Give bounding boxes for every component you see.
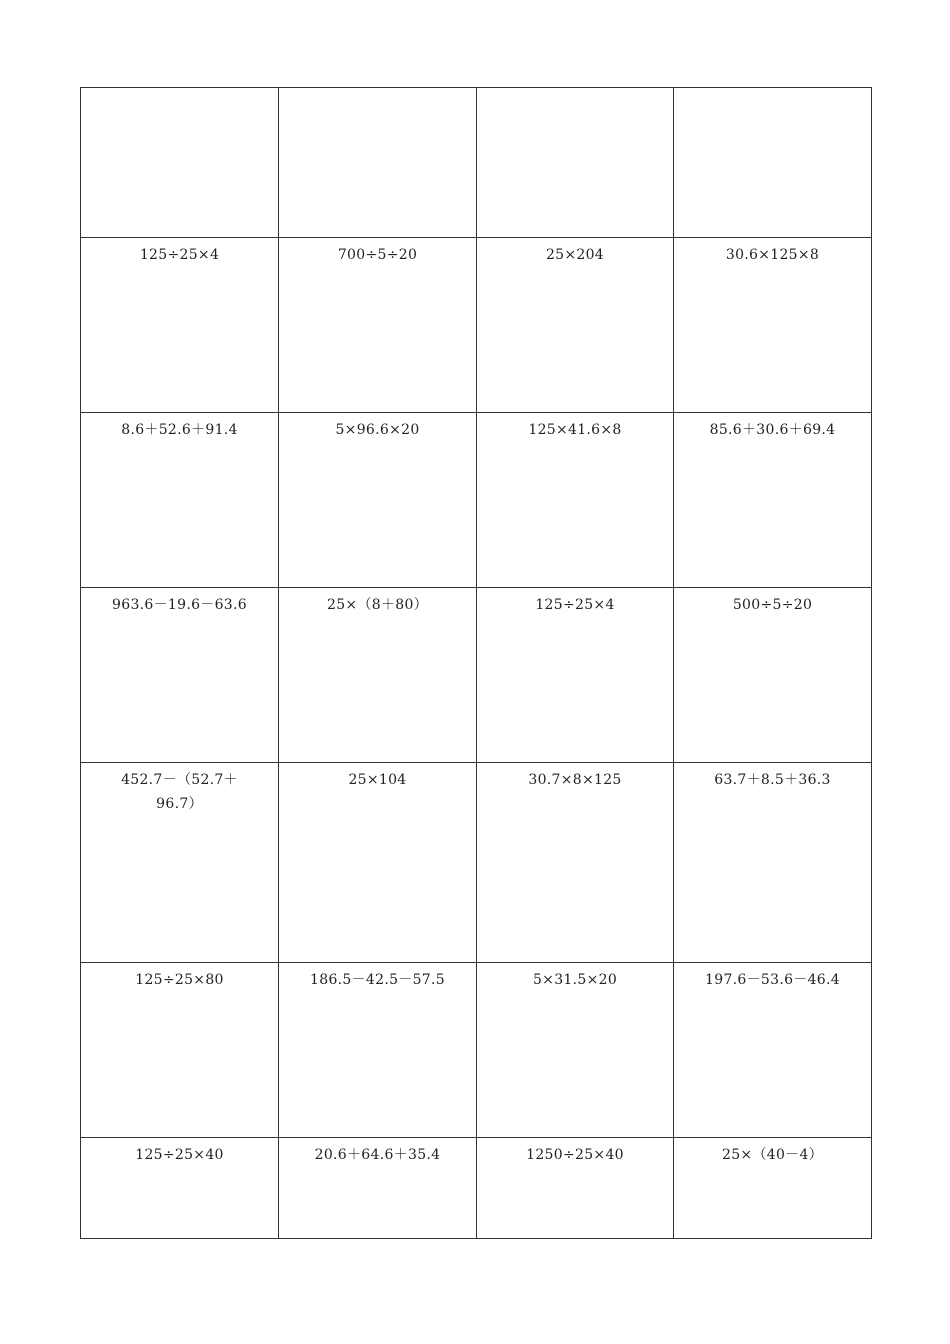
problem-cell: 1250÷25×40 [477,1138,674,1239]
problem-cell: 85.6＋30.6＋69.4 [674,413,872,588]
table-row [81,588,872,763]
problem-cell: 125÷25×40 [81,1138,279,1239]
problem-cell: 30.6×125×8 [674,238,872,413]
problem-cell [81,88,279,238]
table-row [81,763,872,963]
table-row [81,238,872,413]
problem-cell [477,88,674,238]
table-row [81,88,872,238]
problem-cell: 25×（40－4） [674,1138,872,1239]
problem-cell: 25×204 [477,238,674,413]
problem-cell: 963.6－19.6－63.6 [81,588,279,763]
problem-cell: 125×41.6×8 [477,413,674,588]
problem-cell: 25×104 [279,763,477,963]
problem-cell: 8.6＋52.6＋91.4 [81,413,279,588]
problem-cell: 5×96.6×20 [279,413,477,588]
table-row [81,413,872,588]
problem-cell: 700÷5÷20 [279,238,477,413]
problem-cell: 5×31.5×20 [477,963,674,1138]
problem-cell: 63.7＋8.5＋36.3 [674,763,872,963]
problem-cell: 186.5－42.5－57.5 [279,963,477,1138]
problem-cell: 125÷25×4 [81,238,279,413]
problem-cell: 25×（8＋80） [279,588,477,763]
problem-cell: 197.6－53.6－46.4 [674,963,872,1138]
problem-cell: 452.7－（52.7＋96.7） [81,763,279,963]
problem-cell [279,88,477,238]
problem-cell: 125÷25×4 [477,588,674,763]
problem-cell: 500÷5÷20 [674,588,872,763]
worksheet-table [80,87,872,1239]
problem-cell: 125÷25×80 [81,963,279,1138]
problem-cell [674,88,872,238]
table-row [81,963,872,1138]
table-row [81,1138,872,1239]
problem-cell: 20.6＋64.6＋35.4 [279,1138,477,1239]
problem-cell: 30.7×8×125 [477,763,674,963]
